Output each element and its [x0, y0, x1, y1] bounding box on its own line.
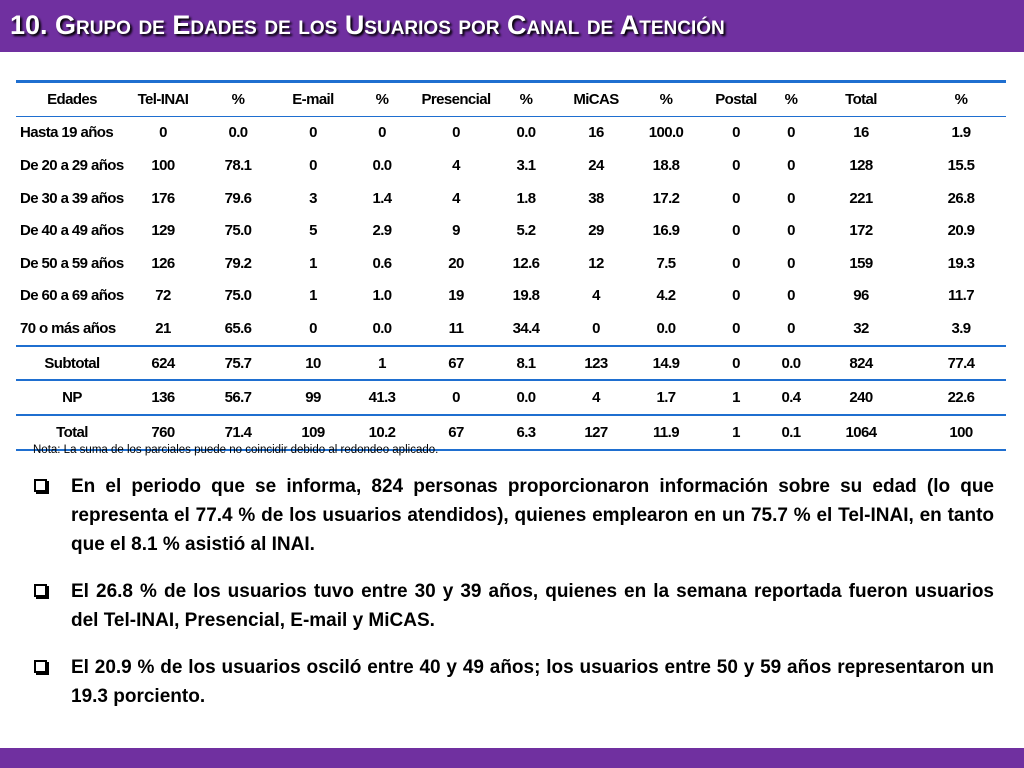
table-cell: 100	[151, 156, 175, 174]
table-cell: 0	[732, 222, 740, 240]
table-cell: 0	[732, 287, 740, 305]
table-cell: 14.9	[636, 346, 696, 381]
table-cell: 3.9	[951, 319, 971, 337]
table-cell: 1	[696, 415, 776, 450]
table-cell: 20.9	[947, 222, 975, 240]
table-cell: 2.9	[372, 222, 392, 240]
table-cell: 11	[448, 319, 464, 337]
header-cell: Presencial	[421, 90, 491, 108]
table-cell: 67	[416, 346, 496, 381]
header-cell: MiCAS	[573, 90, 619, 108]
table-cell: 760	[128, 415, 198, 450]
table-cell: 4.2	[656, 287, 676, 305]
table-cell: 624	[128, 346, 198, 381]
table-cell: 0.4	[776, 380, 806, 415]
table-cell: 11.7	[948, 287, 974, 305]
table-cell: 0.0	[656, 319, 676, 337]
table-cell: 10	[278, 346, 348, 381]
table-cell: 11.9	[636, 415, 696, 450]
table-cell: 1.4	[372, 189, 392, 207]
row-label-cell: NP	[16, 380, 128, 415]
table-cell: 18.8	[652, 156, 680, 174]
table-cell: 5.2	[516, 222, 536, 240]
table-row	[16, 380, 1006, 415]
table-cell: 100.0	[648, 124, 684, 142]
table-cell: 123	[556, 346, 636, 381]
table-cell: 0.0	[228, 124, 248, 142]
table-cell: 5	[309, 222, 317, 240]
table-cell: 0	[309, 124, 317, 142]
table-cell: 19.8	[512, 287, 540, 305]
table-cell: 79.6	[224, 189, 252, 207]
header-cell: %	[659, 90, 673, 108]
row-label-cell: De 50 a 59 años	[20, 254, 124, 272]
table-cell: 8.1	[496, 346, 556, 381]
table-cell: 0.1	[776, 415, 806, 450]
table-cell: 41.3	[348, 380, 416, 415]
table-cell: 3.1	[516, 156, 536, 174]
table-cell: 0	[452, 124, 460, 142]
table-header-row	[16, 82, 1006, 117]
table-cell: 24	[588, 156, 604, 174]
table-cell: 3	[309, 189, 317, 207]
table-cell: 129	[151, 222, 175, 240]
table-cell: 0.0	[372, 319, 392, 337]
table-cell: 824	[806, 346, 916, 381]
table-cell: 127	[556, 415, 636, 450]
table-cell: 99	[278, 380, 348, 415]
table-note: Nota: La suma de los parciales puede no coincidir debido al redondeo aplicado.	[33, 444, 439, 456]
header-cell: Total	[845, 90, 877, 108]
table-cell: 0	[732, 124, 740, 142]
page-title	[10, 9, 725, 41]
table-cell: 4	[452, 189, 460, 207]
table-cell: 0	[787, 156, 795, 174]
table-cell: 0	[378, 124, 386, 142]
table-cell: 0.0	[496, 380, 556, 415]
table-cell: 15.5	[947, 156, 975, 174]
table-cell: 67	[416, 415, 496, 450]
table-cell: 0	[787, 287, 795, 305]
table-row	[16, 182, 1006, 215]
table-cell: 75.7	[198, 346, 278, 381]
table-cell: 9	[452, 222, 460, 240]
table-cell: 56.7	[198, 380, 278, 415]
age-table-container	[16, 80, 1006, 451]
table-cell: 0	[787, 254, 795, 272]
table-cell: 16.9	[652, 222, 680, 240]
table-cell: 19	[448, 287, 464, 305]
table-cell: 0	[416, 380, 496, 415]
table-cell: 16	[588, 124, 604, 142]
table-cell: 1	[348, 346, 416, 381]
header-cell: %	[784, 90, 798, 108]
table-cell: 4	[556, 380, 636, 415]
table-cell: 12.6	[512, 254, 540, 272]
bullet-text: En el periodo que se informa, 824 personas proporcionaron información sobre su edad (lo que representa el 77.4 % de los usuarios atendidos), quienes emplearon en un 75.7 % el Tel-INAI, en tanto que el 8.1 % asistió al INAI.	[71, 476, 994, 555]
table-cell: 75.0	[224, 287, 252, 305]
table-row	[16, 116, 1006, 149]
header-cell: %	[519, 90, 533, 108]
table-row	[16, 346, 1006, 381]
table-cell: 4	[592, 287, 600, 305]
checkbox-bullet-icon	[34, 584, 47, 597]
table-cell: 1	[696, 380, 776, 415]
header-cell: Postal	[715, 90, 757, 108]
table-cell: 12	[588, 254, 604, 272]
table-cell: 0.0	[776, 346, 806, 381]
table-row	[16, 149, 1006, 182]
table-row	[16, 280, 1006, 313]
table-cell: 136	[128, 380, 198, 415]
table-cell: 0	[159, 124, 167, 142]
table-cell: 1	[309, 287, 317, 305]
table-cell: 0	[592, 319, 600, 337]
header-cell: %	[231, 90, 245, 108]
table-cell: 17.2	[652, 189, 680, 207]
table-cell: 75.0	[224, 222, 252, 240]
header-cell: Edades	[47, 90, 97, 108]
title-text: Grupo de Edades de los Usuarios por Canal de Atención	[55, 10, 725, 40]
table-cell: 0.6	[372, 254, 392, 272]
summary-bullets	[30, 472, 994, 729]
row-label-cell: Hasta 19 años	[20, 124, 114, 142]
row-label-cell: Total	[16, 415, 128, 450]
table-cell: 100	[916, 415, 1006, 450]
table-cell: 4	[452, 156, 460, 174]
table-cell: 0	[309, 319, 317, 337]
title-number: 10.	[10, 10, 56, 40]
table-cell: 6.3	[496, 415, 556, 450]
table-cell: 20	[448, 254, 464, 272]
table-cell: 38	[588, 189, 604, 207]
table-cell: 32	[853, 319, 869, 337]
bullet-item	[30, 472, 994, 559]
checkbox-bullet-icon	[34, 660, 47, 673]
footer-bar	[0, 748, 1024, 768]
table-cell: 159	[849, 254, 873, 272]
table-cell: 26.8	[947, 189, 975, 207]
table-cell: 0.0	[516, 124, 536, 142]
age-by-channel-table	[16, 80, 1006, 451]
table-cell: 10.2	[348, 415, 416, 450]
table-cell: 109	[278, 415, 348, 450]
table-cell: 0	[787, 222, 795, 240]
row-label-cell: De 60 a 69 años	[20, 287, 124, 305]
table-cell: 96	[853, 287, 869, 305]
row-label-cell: De 30 a 39 años	[20, 189, 124, 207]
table-cell: 79.2	[224, 254, 252, 272]
table-cell: 0	[732, 319, 740, 337]
table-cell: 172	[849, 222, 873, 240]
table-cell: 0.0	[372, 156, 392, 174]
table-cell: 176	[151, 189, 175, 207]
table-cell: 1	[309, 254, 317, 272]
title-bar	[0, 0, 1024, 52]
table-cell: 1.7	[636, 380, 696, 415]
table-cell: 78.1	[224, 156, 252, 174]
table-cell: 1.9	[951, 124, 971, 142]
table-cell: 21	[155, 319, 171, 337]
table-cell: 0	[787, 319, 795, 337]
header-cell: %	[375, 90, 389, 108]
table-cell: 0	[309, 156, 317, 174]
row-label-cell: 70 o más años	[20, 319, 116, 337]
header-cell: E-mail	[292, 90, 334, 108]
table-cell: 71.4	[198, 415, 278, 450]
header-cell: Tel-INAI	[137, 90, 189, 108]
table-cell: 0	[732, 254, 740, 272]
table-cell: 128	[849, 156, 873, 174]
table-cell: 65.6	[224, 319, 252, 337]
table-cell: 7.5	[656, 254, 676, 272]
table-row	[16, 247, 1006, 280]
header-cell: %	[954, 90, 968, 108]
table-cell: 19.3	[947, 254, 975, 272]
checkbox-bullet-icon	[34, 479, 47, 492]
row-label-cell: De 20 a 29 años	[20, 156, 124, 174]
table-cell: 72	[155, 287, 171, 305]
row-label-cell: De 40 a 49 años	[20, 222, 124, 240]
table-cell: 126	[151, 254, 175, 272]
bullet-item	[30, 577, 994, 635]
table-row	[16, 214, 1006, 247]
table-row	[16, 312, 1006, 346]
bullet-text: El 26.8 % de los usuarios tuvo entre 30 y 39 años, quienes en la semana reportada fueron usuarios del Tel-INAI, Presencial, E-mail y MiCAS.	[71, 581, 994, 631]
table-cell: 0	[787, 124, 795, 142]
table-cell: 16	[853, 124, 869, 142]
table-cell: 1.0	[372, 287, 392, 305]
table-cell: 1.8	[516, 189, 536, 207]
table-cell: 22.6	[916, 380, 1006, 415]
table-cell: 1064	[806, 415, 916, 450]
table-cell: 29	[588, 222, 604, 240]
bullet-text: El 20.9 % de los usuarios osciló entre 40 y 49 años; los usuarios entre 50 y 59 años representaron un 19.3 porciento.	[71, 657, 994, 707]
table-cell: 240	[806, 380, 916, 415]
table-cell: 77.4	[916, 346, 1006, 381]
row-label-cell: Subtotal	[16, 346, 128, 381]
table-cell: 0	[732, 156, 740, 174]
table-cell: 34.4	[512, 319, 540, 337]
bullet-item	[30, 653, 994, 711]
table-cell: 0	[787, 189, 795, 207]
table-cell: 0	[732, 189, 740, 207]
table-body	[16, 116, 1006, 449]
table-cell: 221	[849, 189, 873, 207]
table-cell: 0	[696, 346, 776, 381]
